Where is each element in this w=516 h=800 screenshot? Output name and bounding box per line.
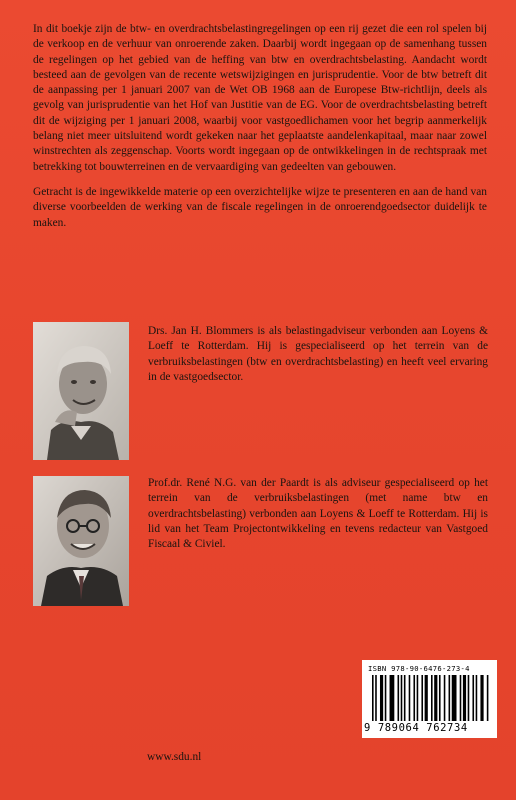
barcode-bars [372,675,490,721]
barcode-bar [372,675,374,721]
barcode-bar [390,675,395,721]
barcode-bar [421,675,423,721]
barcode-bar [398,675,400,721]
isbn-barcode [362,660,497,738]
barcode-bar [449,675,451,721]
barcode-bar [404,675,406,721]
barcode-bar [431,675,433,721]
barcode-bar [375,675,377,721]
barcode-bar [444,675,446,721]
author-bio-van-der-paardt: Prof.dr. René N.G. van der Paardt is als adviseur gespecialiseerd op het terrein van de verbruiksbelastingen (met name btw en overdrachtsbelasting) verbonden aan Loyens & Loeff te Rotterdam. Hij is lid van het Team Projectontwikkeling en tevens redacteur van Vastgoed Fiscaal & Civiel. [148,477,488,551]
barcode-bar [417,675,419,721]
barcode-bar [380,675,383,721]
barcode-bar [409,675,411,721]
isbn-number: ISBN 978-90-6476-273-4 [368,664,470,673]
blurb-paragraph-1: In dit boekje zijn de btw- en overdrachtsbelastingregelingen op een rij gezet die een rol spelen bij de verkoop en de verhuur van onroerende zaken. Daarbij wordt ingegaan op de samenhang tussen de regelingen op het gebied van de heffing van btw en overdrachtsbelasting. Aandacht wordt besteed aan de gevolgen van de recente wetswijzigingen en jurisprudentie. Voor de btw betreft dit de aanpassing per 1 januari 2007 van de Wet OB 1968 aan de Europese Btw-richtlijn, deels als gevolg van jurisprudentie van het Hof van Justitie van de EG. Voor de overdrachtsbelasting betreft dit de wijziging per 1 januari 2008, waarbij voor vastgoedlichamen voor het begrip aanmerkelijk belang niet meer uitsluitend wordt gekeken naar het geplaatste aandelenkapitaal, maar naar zowel winstrechten als zeggenschap. Voorts wordt ingegaan op de ontwikkelingen in de rechtspraak met betrekking tot bouwterreinen en de vervaardiging van gedeelten van gebouwen. [33,23,487,173]
ean-number: 9 789064 762734 [364,722,468,734]
barcode-bar [401,675,403,721]
barcode-bar [385,675,387,721]
barcode-bar [425,675,428,721]
barcode-bar [413,675,415,721]
author-photo-blommers [33,322,129,460]
barcode-bar [472,675,474,721]
barcode-bar [480,675,483,721]
barcode-bar [439,675,441,721]
author-photo-van-der-paardt [33,476,129,606]
barcode-bar [463,675,466,721]
blurb-paragraph-2: Getracht is de ingewikkelde materie op een overzichtelijke wijze te presenteren en aan de hand van diverse voorbeelden de werking van de fiscale regelingen in de onroerendgoedsector duidelijk te maken. [33,185,487,229]
barcode-bar [476,675,478,721]
barcode-bar [487,675,489,721]
barcode-bar [434,675,437,721]
barcode-bar [468,675,470,721]
author-bio-blommers: Drs. Jan H. Blommers is als belastingadviseur verbonden aan Loyens & Loeff te Rotterdam. Hij is gespecialiseerd op het terrein van de verbruiksbelastingen (btw en overdrachtsbelasting) en heeft veel ervaring in de vastgoedsector. [148,325,488,383]
barcode-bar [452,675,457,721]
barcode-bar [460,675,462,721]
publisher-website: www.sdu.nl [147,751,202,763]
blurb-text [33,22,487,241]
